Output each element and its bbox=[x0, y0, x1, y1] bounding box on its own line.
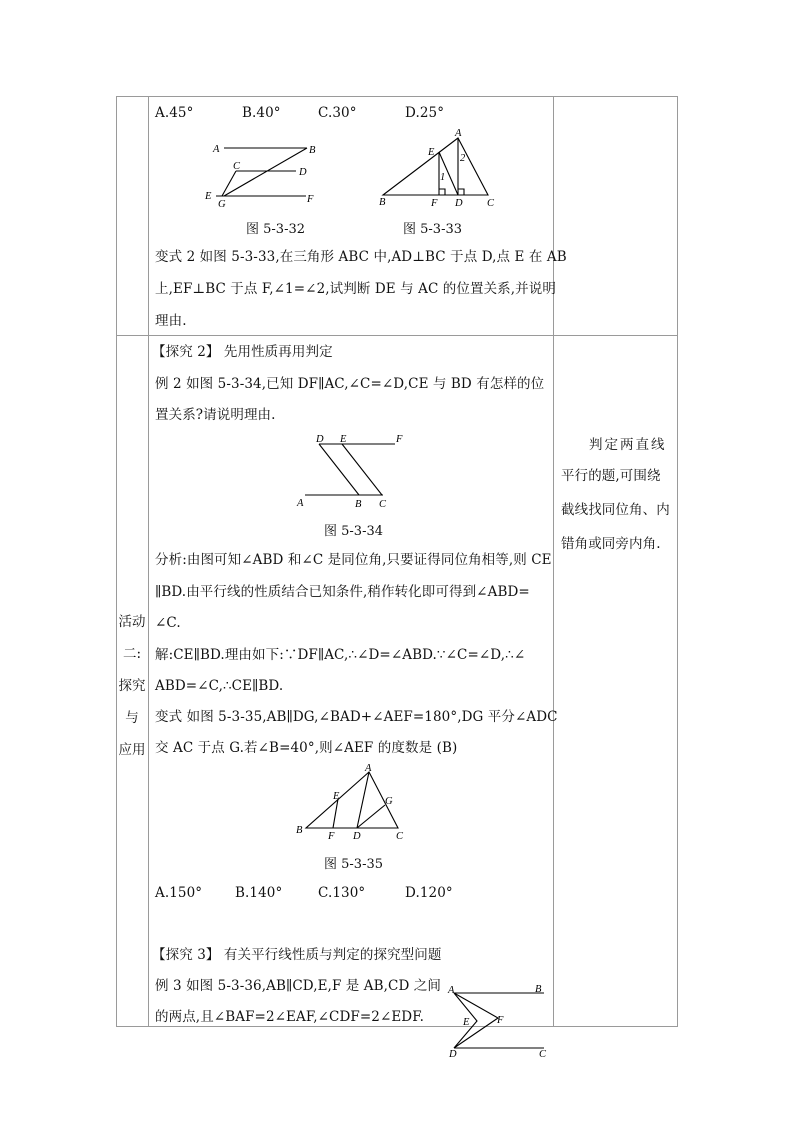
caption-5-3-33: 图 5-3-33 bbox=[403, 222, 463, 237]
label-c: C bbox=[487, 198, 495, 209]
option-b: B.140° bbox=[235, 885, 283, 901]
label-d: D bbox=[449, 1049, 457, 1060]
example3-line-2: 的两点,且∠BAF=2∠EAF,∠CDF=2∠EDF. bbox=[155, 1009, 424, 1025]
label-b: B bbox=[296, 825, 303, 836]
label-e: E bbox=[340, 434, 347, 445]
label-e: E bbox=[205, 191, 212, 202]
label-e: E bbox=[463, 1017, 470, 1028]
note-line-1: 判定两直线 bbox=[589, 437, 667, 453]
label-d: D bbox=[316, 434, 324, 445]
column-divider-2 bbox=[553, 96, 554, 1027]
label-c: C bbox=[233, 161, 241, 172]
table-top-border bbox=[116, 96, 678, 97]
solution-line-1: 解:CE∥BD.理由如下:∵DF∥AC,∴∠D=∠ABD.∵∠C=∠D,∴∠ bbox=[155, 647, 526, 663]
label-angle-2: 2 bbox=[460, 153, 466, 164]
option-d: D.25° bbox=[405, 105, 445, 121]
explore3-title: 【探究 3】 有关平行线性质与判定的探究型问题 bbox=[152, 947, 442, 963]
label-g: G bbox=[385, 796, 393, 807]
option-a: A.150° bbox=[155, 885, 203, 901]
table-bottom-border bbox=[116, 1026, 678, 1027]
label-b: B bbox=[355, 499, 362, 510]
column-divider-1 bbox=[148, 96, 149, 1027]
explore2-title: 【探究 2】 先用性质再用判定 bbox=[152, 344, 333, 360]
activity-label-2: 二: bbox=[122, 646, 142, 662]
label-f: F bbox=[431, 198, 438, 209]
activity-label-4: 与 bbox=[125, 710, 139, 726]
option-d: D.120° bbox=[405, 885, 453, 901]
activity-label-1: 活动 bbox=[118, 614, 146, 630]
label-d: D bbox=[455, 198, 463, 209]
caption-5-3-32: 图 5-3-32 bbox=[246, 222, 306, 237]
transversal-cg bbox=[222, 171, 236, 196]
label-d: D bbox=[353, 831, 361, 842]
label-a: A bbox=[448, 985, 455, 996]
variant2-line-2: 上,EF⊥BC 于点 F,∠1=∠2,试判断 DE 与 AC 的位置关系,并说明 bbox=[155, 281, 556, 297]
label-g: G bbox=[218, 199, 226, 210]
note-line-3: 截线找同位角、内 bbox=[561, 502, 670, 518]
label-a: A bbox=[297, 498, 304, 509]
table-left-border bbox=[116, 96, 117, 1027]
solution-line-2: ABD=∠C,∴CE∥BD. bbox=[155, 678, 284, 694]
label-f: F bbox=[307, 194, 314, 205]
label-e: E bbox=[428, 147, 435, 158]
figure-5-3-35 bbox=[292, 763, 412, 843]
example2-line-1: 例 2 如图 5-3-34,已知 DF∥AC,∠C=∠D,CE 与 BD 有怎样的位 bbox=[155, 376, 545, 392]
label-a: A bbox=[365, 763, 372, 774]
row-divider bbox=[116, 335, 678, 336]
label-b: B bbox=[309, 145, 316, 156]
label-a: A bbox=[213, 144, 220, 155]
segment-bd bbox=[319, 444, 359, 495]
analysis-line-1: 分析:由图可知∠ABD 和∠C 是同位角,只要证得同位角相等,则 CE bbox=[155, 552, 552, 568]
label-c: C bbox=[539, 1049, 547, 1060]
variant2-line-1: 变式 2 如图 5-3-33,在三角形 ABC 中,AD⊥BC 于点 D,点 E 在 AB bbox=[155, 249, 567, 265]
option-c: C.130° bbox=[318, 885, 366, 901]
activity-label-3: 探究 bbox=[118, 678, 146, 694]
option-b: B.40° bbox=[242, 105, 281, 121]
option-c: C.30° bbox=[318, 105, 357, 121]
label-b: B bbox=[379, 197, 386, 208]
label-a: A bbox=[455, 128, 462, 139]
segment-ce bbox=[342, 444, 382, 495]
right-angle-d bbox=[458, 189, 464, 195]
example3-line-1: 例 3 如图 5-3-36,AB∥CD,E,F 是 AB,CD 之间 bbox=[155, 978, 442, 994]
figure-5-3-34 bbox=[295, 430, 415, 515]
example2-line-2: 置关系?请说明理由. bbox=[155, 407, 276, 423]
figure-5-3-33 bbox=[375, 128, 505, 213]
figure-5-3-36 bbox=[445, 982, 555, 1060]
label-angle-1: 1 bbox=[440, 172, 446, 183]
option-a: A.45° bbox=[155, 105, 194, 121]
analysis-line-3: ∠C. bbox=[155, 615, 181, 631]
label-f: F bbox=[396, 434, 403, 445]
analysis-line-2: ∥BD.由平行线的性质结合已知条件,稍作转化即可得到∠ABD= bbox=[155, 584, 530, 600]
label-c: C bbox=[396, 831, 404, 842]
variant-line-1: 变式 如图 5-3-35,AB∥DG,∠BAD+∠AEF=180°,DG 平分∠ADC bbox=[155, 709, 558, 725]
transversal-bg bbox=[224, 148, 307, 196]
label-f: F bbox=[328, 831, 335, 842]
caption-5-3-34: 图 5-3-34 bbox=[324, 524, 384, 539]
label-b: B bbox=[535, 984, 542, 995]
right-angle-f bbox=[439, 189, 445, 195]
note-line-2: 平行的题,可围绕 bbox=[561, 468, 661, 484]
label-d: D bbox=[299, 167, 307, 178]
label-f: F bbox=[497, 1015, 504, 1026]
label-e: E bbox=[333, 791, 340, 802]
figure-5-3-32 bbox=[200, 135, 330, 215]
activity-label-5: 应用 bbox=[118, 742, 146, 758]
caption-5-3-35: 图 5-3-35 bbox=[324, 857, 384, 872]
table-right-border bbox=[677, 96, 678, 1027]
variant2-line-3: 理由. bbox=[155, 313, 187, 329]
label-c: C bbox=[379, 499, 387, 510]
variant-line-2: 交 AC 于点 G.若∠B=40°,则∠AEF 的度数是 (B) bbox=[155, 740, 458, 756]
note-line-4: 错角或同旁内角. bbox=[561, 536, 661, 552]
triangle-abc bbox=[383, 138, 488, 195]
